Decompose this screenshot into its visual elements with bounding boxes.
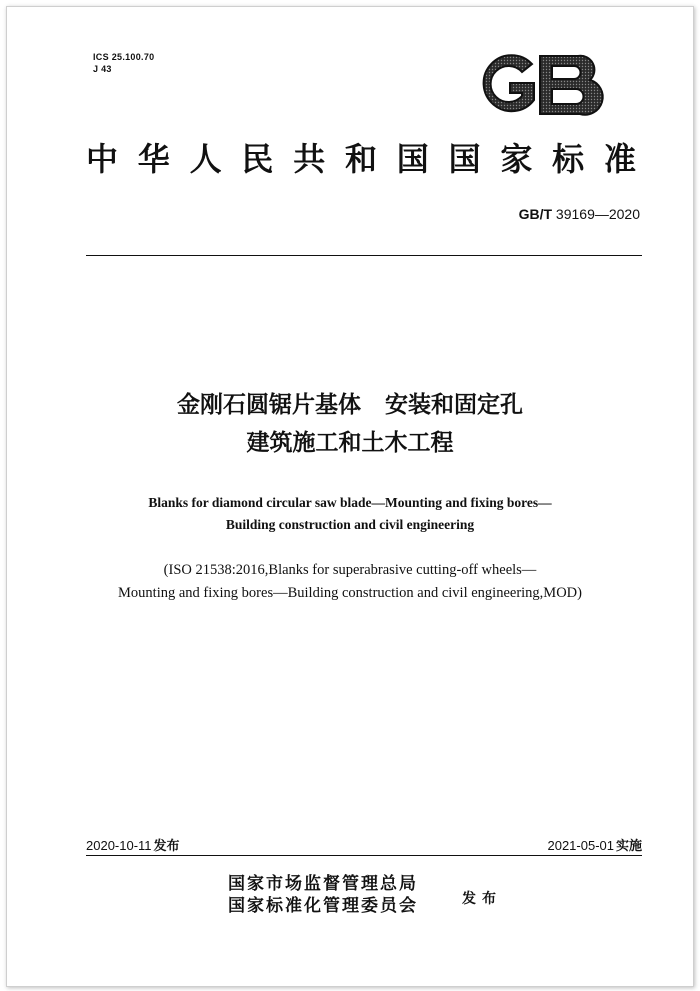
issue-date <box>86 835 180 854</box>
ics-code: ICS 25.100.70 <box>93 52 155 62</box>
issue-date-label: 发布 <box>153 838 180 853</box>
standard-prefix: GB/T <box>518 206 553 222</box>
national-standard-heading: 中华人民共和国国家标准 <box>86 140 642 178</box>
chinese-title-line2: 建筑施工和土木工程 <box>246 430 454 456</box>
issue-date-value: 2020-10-11 <box>86 838 152 853</box>
chinese-title-line1: 金刚石圆锯片基体 安装和固定孔 <box>176 392 524 418</box>
gb-logo <box>470 50 606 120</box>
footer-divider <box>86 855 642 856</box>
english-title-line1: Blanks for diamond circular saw blade—Mounting and fixing bores— <box>148 495 552 510</box>
iso-reference <box>0 559 700 605</box>
issuer-1: 国家市场监督管理总局 <box>228 874 418 894</box>
implement-date-label: 实施 <box>615 838 642 853</box>
issuer-2: 国家标准化管理委员会 <box>228 896 418 916</box>
iso-reference-line2: Mounting and fixing bores—Building construction and civil engineering,MOD) <box>118 585 582 601</box>
implement-date-value: 2021-05-01 <box>547 838 614 853</box>
chinese-title <box>0 386 700 462</box>
standard-number <box>519 206 640 222</box>
issuing-organizations <box>228 873 418 917</box>
ccs-code: J 43 <box>93 64 112 74</box>
issue-action: 发布 <box>462 891 502 907</box>
english-title-line2: Building construction and civil engineering <box>225 517 475 532</box>
header-divider <box>86 255 642 256</box>
classification-codes <box>93 51 154 75</box>
english-title <box>0 492 700 536</box>
standard-code: 39169—2020 <box>555 206 640 222</box>
iso-reference-line1: (ISO 21538:2016,Blanks for superabrasive cutting-off wheels— <box>163 562 537 578</box>
date-row <box>86 835 642 855</box>
implement-date <box>547 835 642 854</box>
